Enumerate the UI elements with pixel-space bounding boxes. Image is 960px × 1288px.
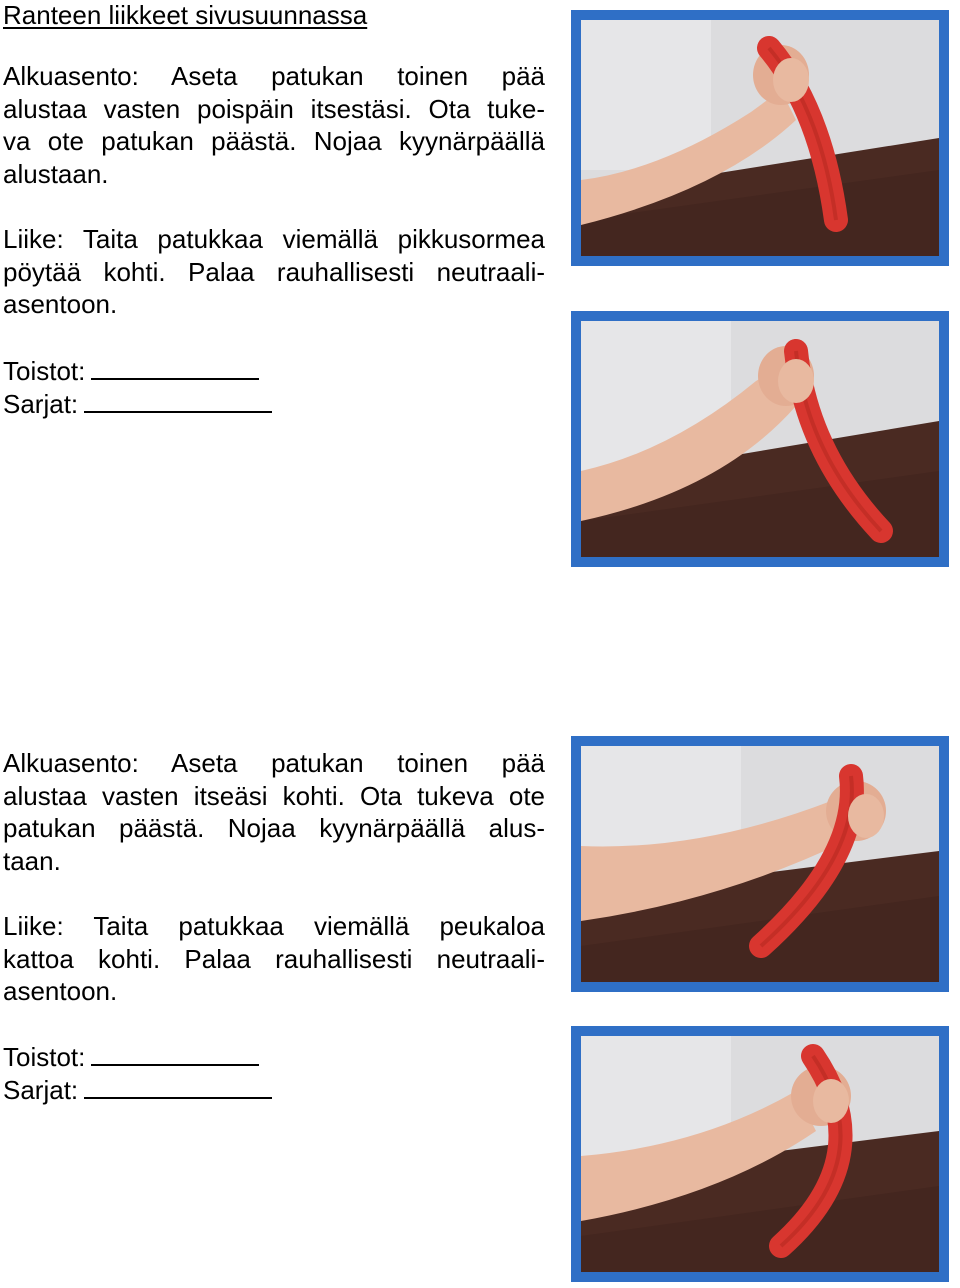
reps-label: Toistot: <box>3 1042 86 1072</box>
exercise1-reps-field <box>3 355 259 387</box>
exercise2-photo-end <box>571 1026 949 1282</box>
text-line: asentoon. <box>3 289 118 319</box>
text-line: alustaa vasten itseäsi kohti. Ota tukeva ote <box>3 780 545 811</box>
sets-blank[interactable] <box>84 410 272 413</box>
photo-illustration <box>581 321 939 557</box>
reps-label: Toistot: <box>3 356 86 386</box>
text-line: taan. <box>3 845 61 876</box>
reps-blank[interactable] <box>91 1063 259 1066</box>
photo-illustration <box>581 746 939 982</box>
exercise2-photo-start <box>571 736 949 992</box>
exercise1-sets-field <box>3 388 272 420</box>
exercise1-start-position <box>3 60 545 190</box>
photo-illustration <box>581 20 939 256</box>
text-line: kattoa kohti. Palaa rauhallisesti neutraali- <box>3 943 545 974</box>
exercise1-photo-start <box>571 10 949 266</box>
text-line: Alkuasento: Aseta patukan toinen pää <box>3 748 545 778</box>
exercise2-movement <box>3 910 545 1008</box>
photo-illustration <box>581 1036 939 1272</box>
sets-label: Sarjat: <box>3 1075 79 1105</box>
text-line: pöytää kohti. Palaa rauhallisesti neutraali- <box>3 256 545 287</box>
sets-label: Sarjat: <box>3 389 79 419</box>
sets-blank[interactable] <box>84 1096 272 1099</box>
exercise2-sets-field <box>3 1074 272 1106</box>
text-line: alustaan. <box>3 158 109 189</box>
text-line: alustaa vasten poispäin itsestäsi. Ota tuke- <box>3 93 545 124</box>
exercise1-movement <box>3 223 545 321</box>
text-line: Liike: Taita patukkaa viemällä peukaloa <box>3 911 545 941</box>
text-line: va ote patukan päästä. Nojaa kyynärpäällä <box>3 126 545 156</box>
page-title: Ranteen liikkeet sivusuunnassa <box>3 0 368 30</box>
text-line: asentoon. <box>3 976 118 1006</box>
exercise2-reps-field <box>3 1041 259 1073</box>
text-line: Liike: Taita patukkaa viemällä pikkusormea <box>3 224 545 254</box>
text-line: Alkuasento: Aseta patukan toinen pää <box>3 61 545 91</box>
exercise2-start-position <box>3 747 545 877</box>
text-line: patukan päästä. Nojaa kyynärpäällä alus- <box>3 813 545 843</box>
reps-blank[interactable] <box>91 377 259 380</box>
exercise1-photo-end <box>571 311 949 567</box>
